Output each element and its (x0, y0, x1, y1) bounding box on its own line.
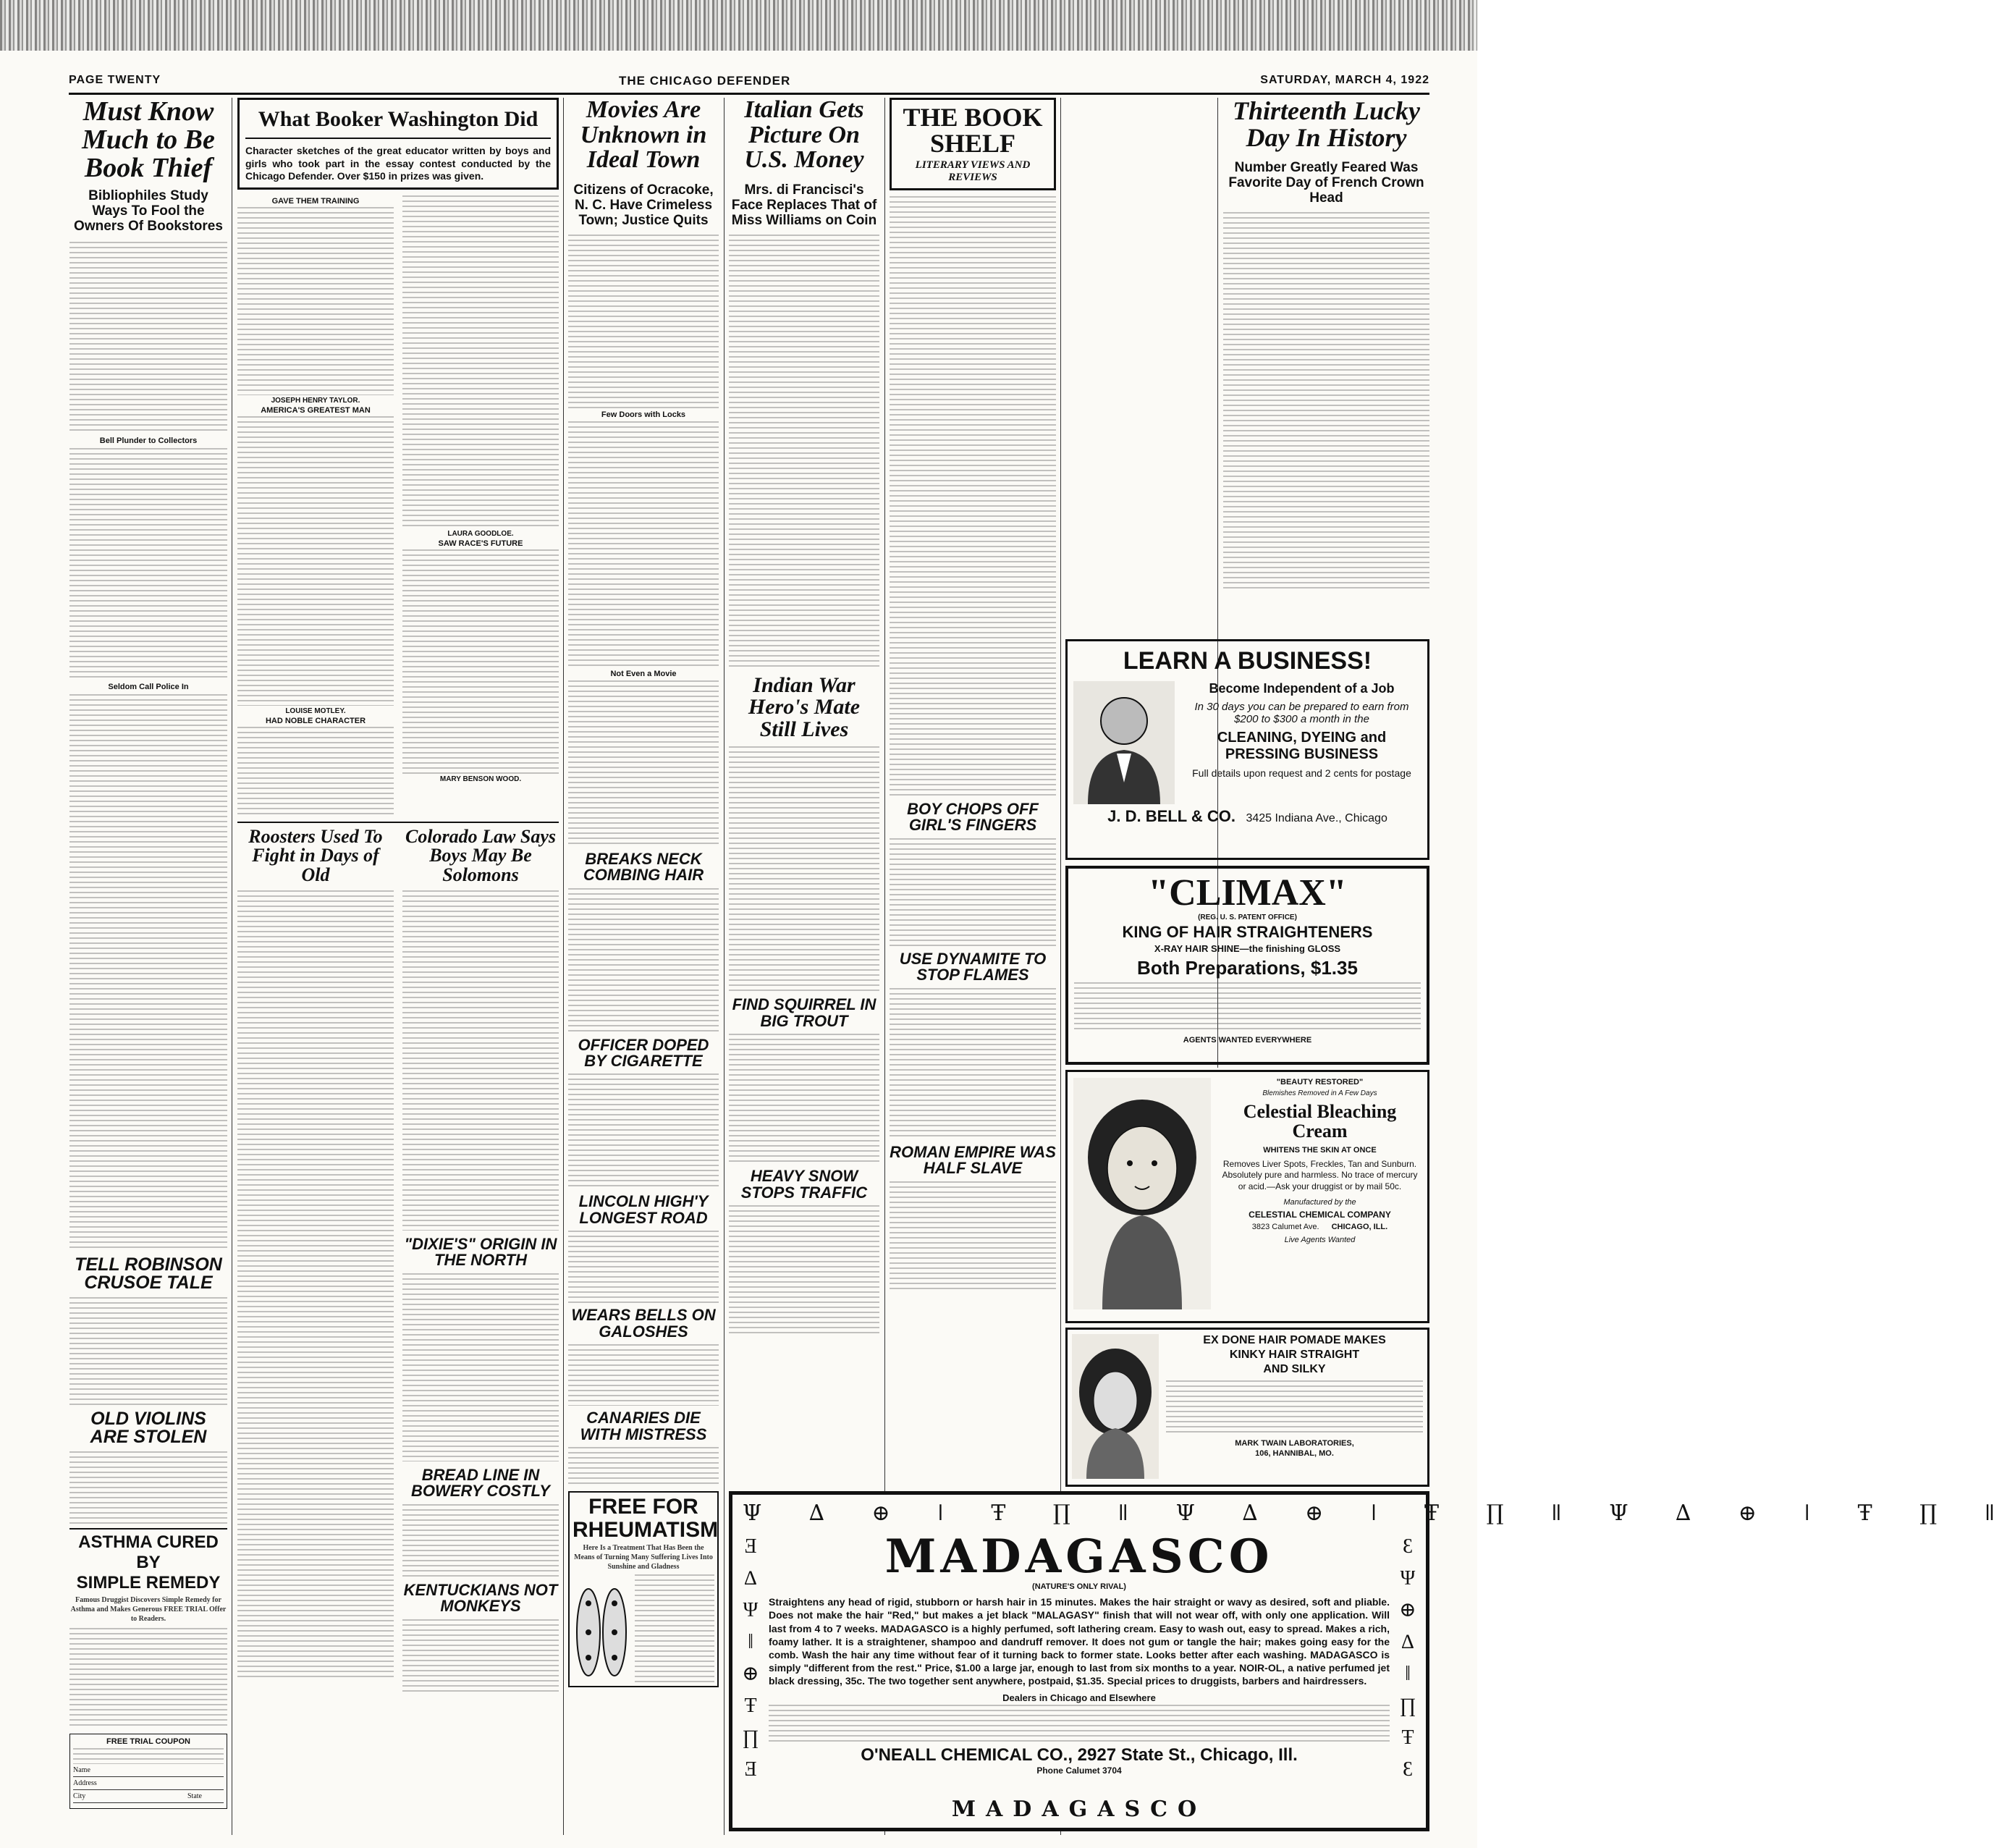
man-portrait-illustration (1073, 681, 1175, 804)
headline-officer-doped: OFFICER DOPED BY CIGARETTE (578, 1035, 709, 1070)
subhead-ocracoke: Citizens of Ocracoke, N. C. Have Crimeless Town; Justice Quits (573, 182, 714, 228)
essay-signature: MARY BENSON WOOD. (439, 775, 522, 783)
essay-signature: LOUISE MOTLEY. (285, 706, 346, 715)
glyph-border-right: Ɛ Ψ ⊕ ∆ ǁ ∏ Ŧ Ɛ (1399, 1535, 1416, 1781)
headline-roman-empire: ROMAN EMPIRE WAS HALF SLAVE (890, 1142, 1056, 1178)
woman-portrait-illustration (1073, 1078, 1211, 1309)
business-line3: CLEANING, DYEING and PRESSING BUSINESS (1217, 730, 1387, 762)
essay-head: GAVE THEM TRAINING (271, 196, 360, 206)
pomade-line3: AND SILKY (1263, 1363, 1326, 1375)
headline-old-violins: OLD VIOLINS ARE STOLEN (90, 1408, 207, 1448)
article-text (69, 242, 227, 434)
lower-col2 (237, 822, 559, 1692)
asthma-headline-2: SIMPLE REMEDY (76, 1572, 221, 1592)
learn-business-ad (1065, 639, 1429, 860)
dealer-list (769, 1705, 1390, 1742)
subhead-bibliophiles: Bibliophiles Study Ways To Fool the Owners Of Bookstores (74, 188, 223, 235)
madagasco-title: MADAGASCO (884, 1530, 1274, 1584)
pomade-line2: KINKY HAIR STRAIGHT (1229, 1349, 1360, 1361)
headline-canaries: CANARIES DIE WITH MISTRESS (580, 1409, 707, 1443)
free-trial-coupon (69, 1734, 227, 1809)
scan-edge-strip (0, 0, 1477, 51)
page-header (69, 72, 1429, 95)
asthma-ad (69, 1528, 227, 1809)
headline-breaks-neck: BREAKS NECK COMBING HAIR (583, 849, 704, 885)
madagasco-tagline: (NATURE'S ONLY RIVAL) (1032, 1582, 1126, 1592)
headline-roosters: Roosters Used To Fight in Days of Old (248, 825, 383, 885)
booker-washington-box (237, 98, 559, 190)
glyph-border-top: Ψ ∆ ⊕ ǀ Ŧ ∏ ǁ Ψ ∆ ⊕ ǀ Ŧ ∏ ǁ Ψ ∆ ⊕ ǀ Ŧ ∏ ǁ (743, 1501, 2015, 1526)
business-title: LEARN A BUSINESS! (1123, 647, 1372, 675)
climax-line2: X-RAY HAIR SHINE—the finishing GLOSS (1154, 943, 1341, 954)
climax-line1: KING OF HAIR STRAIGHTENERS (1122, 923, 1373, 941)
headline-boy-chops: BOY CHOPS OFF GIRL'S FINGERS (907, 800, 1039, 835)
page-date: SATURDAY, MARCH 4, 1922 (1260, 74, 1429, 86)
headline-heavy-snow: HEAVY SNOW STOPS TRAFFIC (740, 1167, 868, 1202)
headline-lincoln-highway: LINCOLN HIGH'Y LONGEST ROAD (578, 1192, 709, 1227)
book-shelf-box (890, 98, 1056, 190)
article-text (69, 694, 227, 1252)
subhead-french-crown: Number Greatly Feared Was Favorite Day of French Crown Head (1228, 160, 1424, 206)
celestial-address: 3823 Calumet Ave. (1251, 1223, 1319, 1232)
headline-booker-washington: What Booker Washington Did (245, 107, 551, 139)
pomade-firm: MARK TWAIN LABORATORIES, (1235, 1439, 1354, 1448)
section-label: Seldom Call Police In (108, 682, 189, 691)
business-line4: Full details upon request and 2 cents for postage (1192, 767, 1411, 779)
pomade-line1: EX DONE HAIR POMADE MAKES (1203, 1334, 1386, 1346)
booker-essays-right (402, 195, 559, 817)
headline-robinson-crusoe: TELL ROBINSON CRUSOE TALE (75, 1254, 222, 1294)
madagasco-ad (729, 1491, 2015, 1831)
pomade-ad (1065, 1328, 1429, 1487)
article-text (69, 1297, 227, 1406)
headline-colorado: Colorado Law Says Boys May Be Solomons (405, 825, 557, 885)
headline-wears-bells: WEARS BELLS ON GALOSHES (571, 1306, 716, 1341)
rheumatism-ad (568, 1491, 719, 1687)
climax-price: Both Preparations, $1.35 (1137, 957, 1358, 979)
section-label: Not Even a Movie (610, 669, 677, 678)
celestial-top: "BEAUTY RESTORED" (1276, 1078, 1364, 1087)
coupon-city-field: City State (73, 1792, 224, 1803)
climax-ad (1065, 866, 1429, 1065)
celestial-line1: WHITENS THE SKIN AT ONCE (1263, 1145, 1377, 1155)
rheumatism-title: FREE FOR RHEUMATISM (573, 1495, 719, 1542)
coupon-name-field: Name (73, 1766, 224, 1777)
column-3 (568, 98, 719, 1687)
headline-indian-war: Indian War Hero's Mate Still Lives (748, 672, 861, 741)
booker-essays-left (237, 195, 394, 817)
climax-title: "CLIMAX" (1148, 872, 1347, 914)
coupon-title: FREE TRIAL COUPON (106, 1737, 190, 1747)
column-2 (237, 98, 559, 1692)
headline-thirteenth: Thirteenth Lucky Day In History (1233, 96, 1420, 152)
celestial-city: CHICAGO, ILL. (1331, 1223, 1388, 1232)
headline-movies: Movies Are Unknown in Ideal Town (580, 96, 707, 174)
celestial-title: Celestial Bleaching Cream (1243, 1101, 1397, 1142)
headline-italian: Italian Gets Picture On U.S. Money (744, 96, 864, 174)
masthead-title: THE CHICAGO DEFENDER (619, 74, 791, 88)
headline-kentuckians: KENTUCKIANS NOT MONKEYS (403, 1580, 558, 1616)
madagasco-bottom-title: MADAGASCO (951, 1797, 1207, 1822)
column-4 (729, 98, 879, 1336)
celestial-mfg: Manufactured by the (1283, 1198, 1356, 1207)
book-shelf-title: THE BOOK SHELF (903, 103, 1043, 158)
headline-bread-line: BREAD LINE IN BOWERY COSTLY (411, 1465, 550, 1501)
celestial-line2: Removes Liver Spots, Freckles, Tan and Sunburn. Absolutely pure and harmless. No trace of mercury or acid.—Ask your druggist or by mail 50c. (1222, 1158, 1418, 1191)
glyph-border-left: Ǝ ∆ Ψ ǁ ⊕ Ŧ ∏ Ǝ (742, 1535, 759, 1781)
essay-head: AMERICA'S GREATEST MAN (261, 405, 371, 415)
feet-illustration (573, 1574, 630, 1683)
subhead-francisci: Mrs. di Francisci's Face Replaces That of Miss Williams on Coin (731, 182, 877, 228)
section-label: Bell Plunder to Collectors (99, 436, 198, 445)
rheumatism-subtitle: Here Is a Treatment That Has Been the Means of Turning Many Suffering Lives Into Sunshine and Gladness (574, 1544, 713, 1571)
asthma-subhead: Famous Druggist Discovers Simple Remedy for Asthma and Makes Generous FREE TRIAL Offer to Readers. (70, 1595, 227, 1623)
business-address: 3425 Indiana Ave., Chicago (1246, 812, 1387, 824)
booker-deck: Character sketches of the great educator written by boys and girls who took part in the essay contest conducted by the Chicago Defender. Over $150 in prizes was given. (245, 145, 551, 182)
asthma-headline: ASTHMA CURED BY (78, 1532, 219, 1572)
article-text (69, 1628, 227, 1729)
headline-book-thief: Must Know Much to Be Book Thief (82, 96, 215, 183)
essay-signature: JOSEPH HENRY TAYLOR. (271, 396, 360, 405)
business-firm: J. D. BELL & CO. (1107, 807, 1235, 825)
column-1 (69, 98, 227, 1809)
essay-signature: LAURA GOODLOE. (447, 529, 514, 538)
booker-essays (237, 195, 559, 817)
business-line1: Become Independent of a Job (1209, 681, 1395, 696)
madagasco-body: Straightens any head of rigid, stubborn or harsh hair in 15 minutes. Makes the hair straight or wavy as desired, soft and pliable. Does not make the hair "Red," but makes a jet black "MALAGASY" finish that will not wear off, with only one application. Will last from 4 to 7 weeks. MADAGASCO is a highly perfumed, soft lathering cream. Easy to wash out, easy to spread. Makes a rich, foamy lather. It is a straightener, shampoo and dandruff remover. It does not gum or tangle the hair; makes going easy for the comb. Wash the hair any time without fear of it turning back to former state. Looks better after each washing. MADAGASCO is simply "different from the rest." Price, $1.00 a large jar, enough to last from six months to a year. NOIR-OL, a native perfumed jet black dressing, 35c. The two together sent anywhere, postpaid, $1.35. Special prices to druggists, barbers and hairdressers. (769, 1596, 1390, 1687)
article-text (69, 1451, 227, 1524)
page-number: PAGE TWENTY (69, 74, 161, 86)
coupon-address-field: Address (73, 1779, 224, 1790)
pomade-address: 106, HANNIBAL, MO. (1255, 1449, 1334, 1458)
book-shelf-subtitle: LITERARY VIEWS AND REVIEWS (915, 159, 1031, 183)
climax-agents: AGENTS WANTED EVERYWHERE (1183, 1036, 1312, 1045)
headline-dynamite: USE DYNAMITE TO STOP FLAMES (899, 949, 1047, 984)
madagasco-dealers-title: Dealers in Chicago and Elsewhere (1002, 1692, 1156, 1703)
article-text (69, 448, 227, 680)
headline-dixie: "DIXIE'S" ORIGIN IN THE NORTH (404, 1235, 557, 1270)
celestial-firm: CELESTIAL CHEMICAL COMPANY (1249, 1210, 1391, 1220)
section-label: Few Doors with Locks (601, 410, 686, 419)
column-6 (1223, 98, 1429, 588)
madagasco-firm: O'NEALL CHEMICAL CO., 2927 State St., Chicago, Ill. (861, 1744, 1298, 1765)
business-line2: In 30 days you can be prepared to earn from $200 to $300 a month in the (1194, 701, 1409, 725)
essay-head: HAD NOBLE CHARACTER (265, 716, 366, 725)
essay-head: SAW RACE'S FUTURE (438, 539, 523, 548)
madagasco-phone: Phone Calumet 3704 (1036, 1765, 1122, 1776)
climax-reg: (REG. U. S. PATENT OFFICE) (1198, 914, 1297, 921)
headline-squirrel: FIND SQUIRREL IN BIG TROUT (732, 995, 876, 1030)
celestial-tagline: Blemishes Removed in A Few Days (1262, 1089, 1377, 1097)
column-5 (890, 98, 1056, 1290)
celestial-agents: Live Agents Wanted (1284, 1236, 1356, 1245)
celestial-cream-ad (1065, 1070, 1429, 1323)
woman-hair-illustration (1072, 1334, 1159, 1479)
